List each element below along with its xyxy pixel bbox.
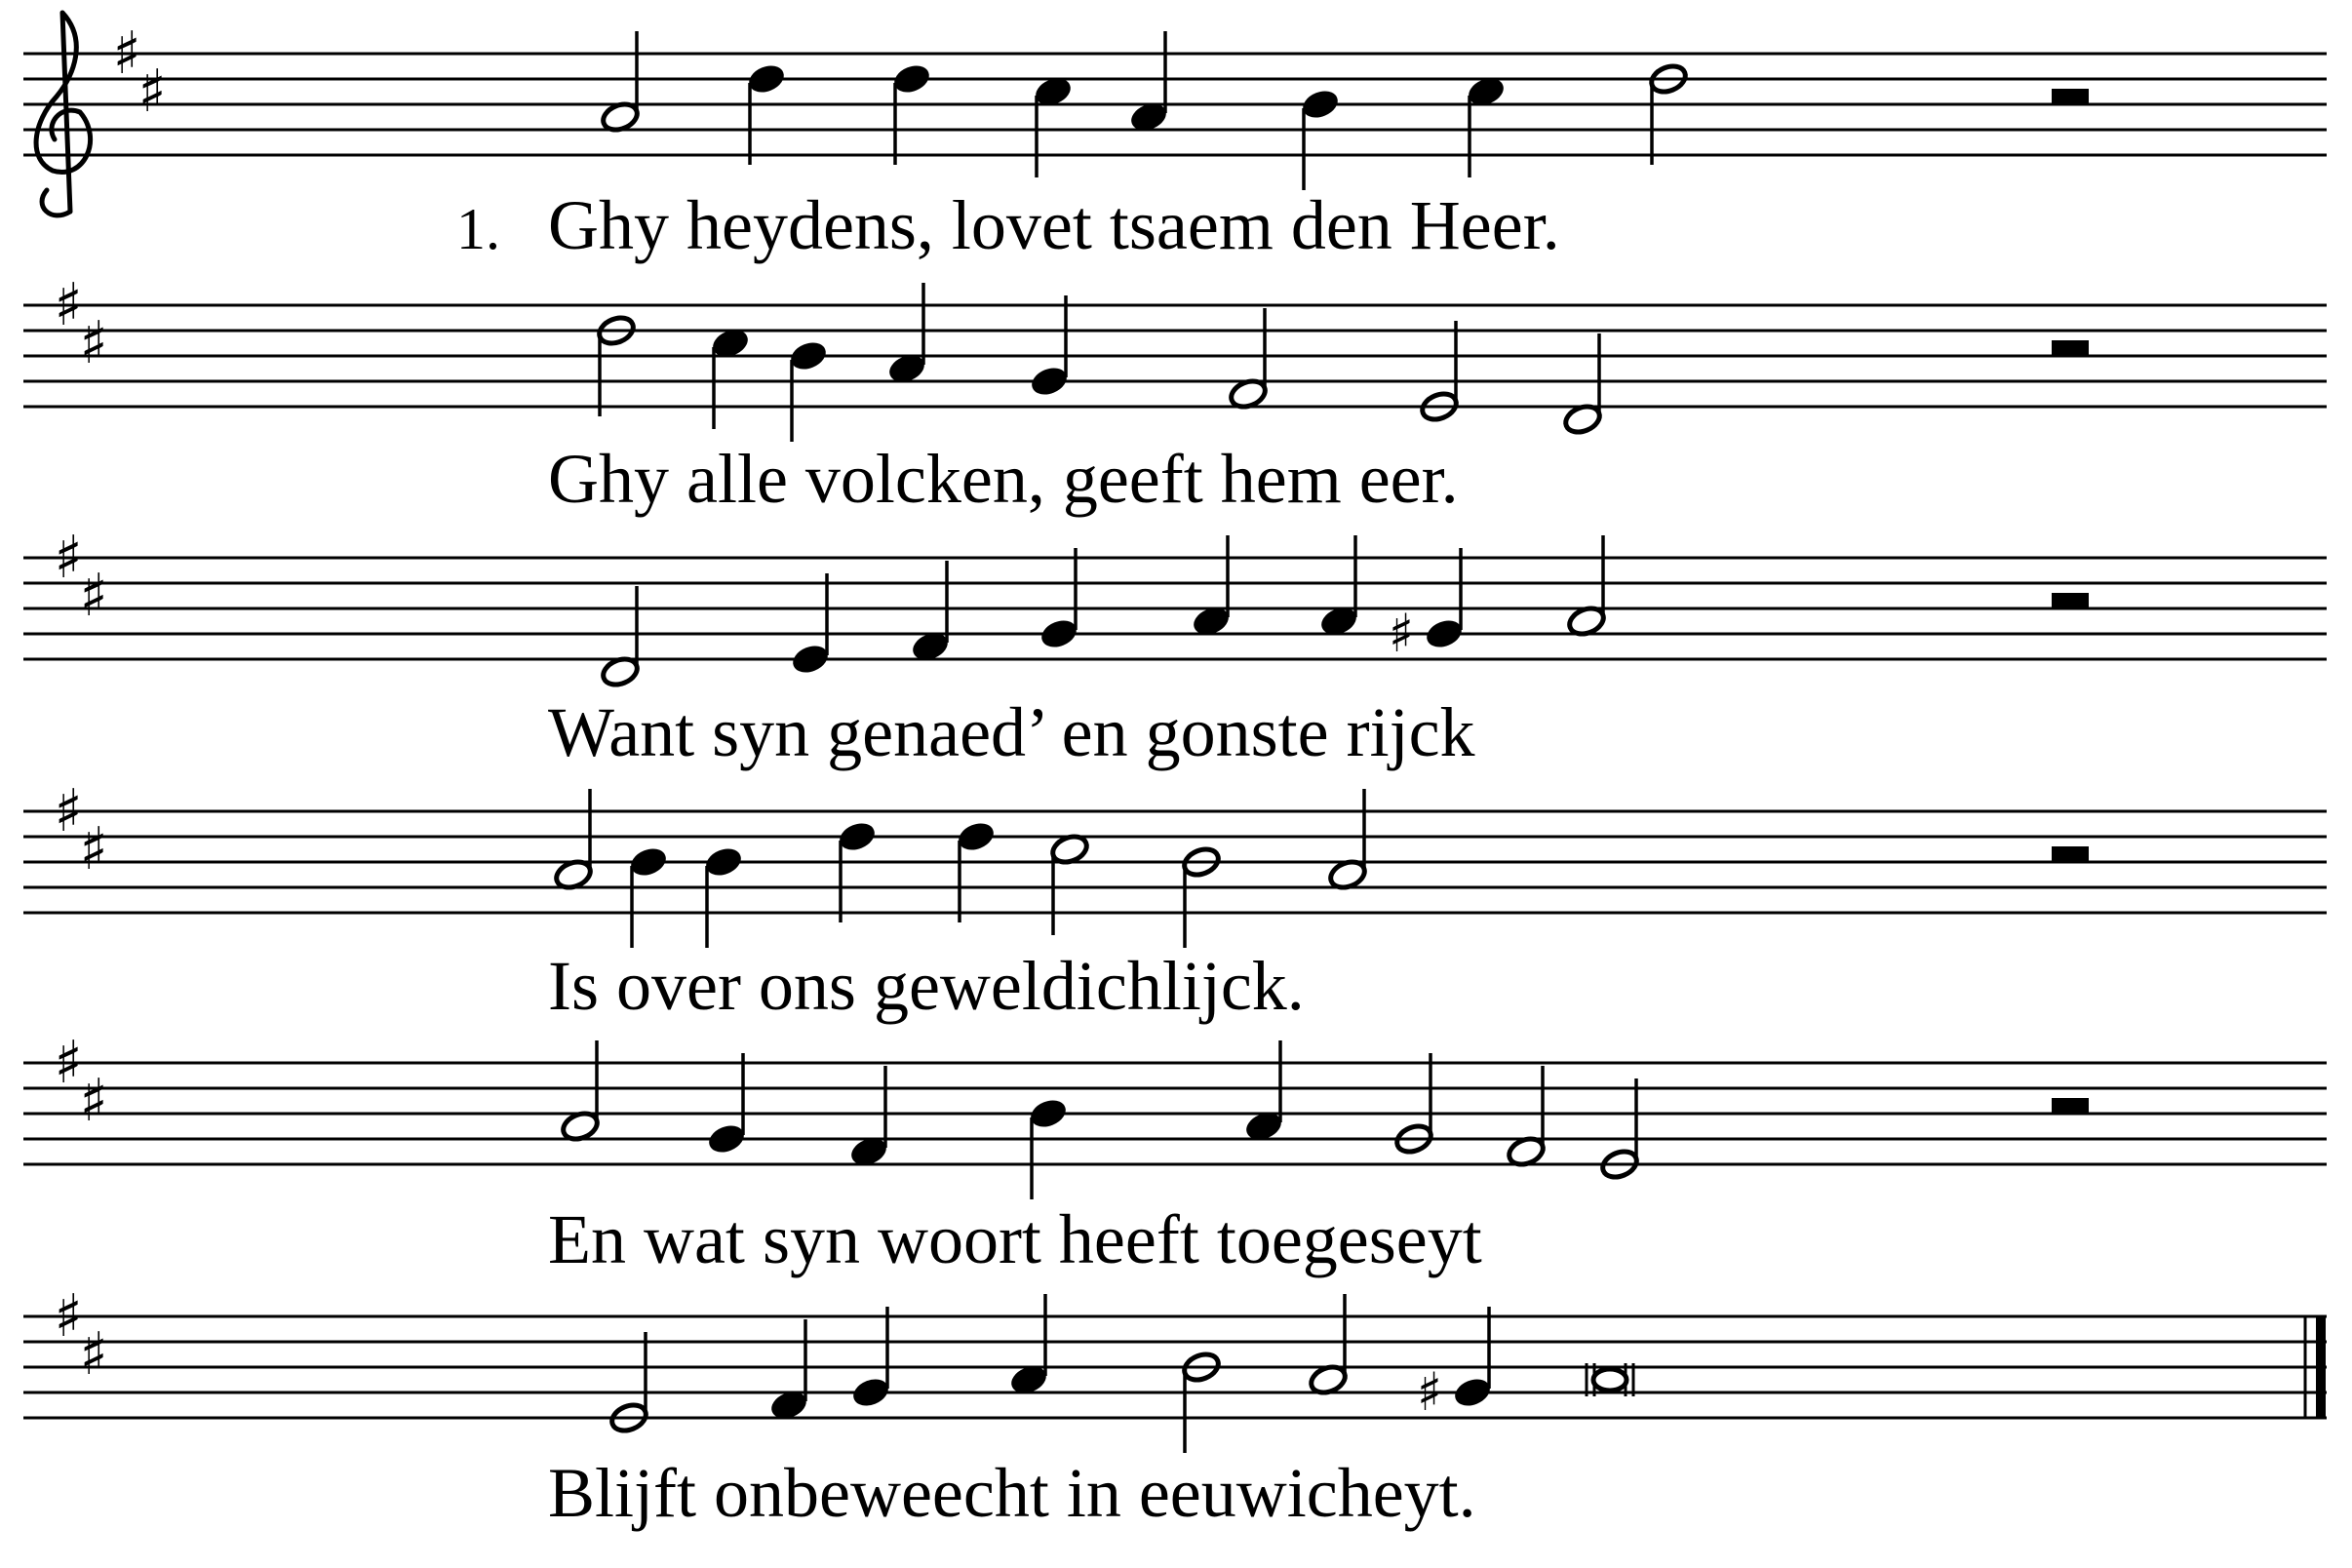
notehead [1028, 1096, 1069, 1131]
key-signature-sharp-f: ♯ [54, 1282, 83, 1351]
note-quarter [790, 573, 831, 677]
note-half [1562, 333, 1603, 437]
note-half [1049, 832, 1090, 935]
note-half [600, 586, 641, 689]
note-half [1327, 789, 1368, 892]
staff-system [23, 524, 2327, 771]
notehead [790, 642, 831, 677]
notehead [628, 844, 669, 880]
note-half [560, 1040, 601, 1144]
note-quarter [1389, 548, 1465, 664]
staff-system [23, 1029, 2327, 1278]
notehead [1039, 616, 1079, 651]
notehead [1424, 616, 1465, 651]
note-quarter [837, 819, 878, 922]
lyric-line: Ghy heydens, lovet tsaem den Heer. [548, 186, 1560, 264]
key-signature-sharp-c: ♯ [79, 1320, 108, 1389]
note-half [1181, 844, 1222, 948]
note-half [608, 1332, 649, 1435]
notehead [706, 1121, 747, 1156]
key-signature-sharp-f: ♯ [54, 1029, 83, 1097]
note-quarter [703, 844, 744, 948]
treble-clef [36, 13, 91, 216]
note-half [1566, 535, 1607, 639]
note-breve [1587, 1363, 1633, 1396]
note-quarter [1300, 87, 1341, 190]
half-rest [2052, 340, 2089, 356]
note-half [1308, 1294, 1349, 1397]
notehead [837, 819, 878, 854]
notehead [746, 61, 787, 97]
note-quarter [788, 338, 829, 442]
lyric-line: Is over ons geweldichlijck. [548, 947, 1305, 1025]
staff-system [23, 1282, 2327, 1532]
note-quarter [891, 61, 932, 165]
note-half [1506, 1066, 1547, 1169]
note-quarter [1008, 1294, 1049, 1397]
half-rest [2052, 1098, 2089, 1114]
note-half [1228, 308, 1269, 412]
note-half [1419, 321, 1460, 424]
lyric-line: Ghy alle volcken, geeft hem eer. [548, 440, 1459, 518]
note-quarter [628, 844, 669, 948]
notehead [956, 819, 997, 854]
note-quarter [1028, 1096, 1069, 1199]
notehead [1029, 364, 1070, 399]
note-quarter [956, 819, 997, 922]
staff-system [23, 271, 2327, 518]
lyric-line: Want syn genaed’ en gonste rijck [548, 693, 1475, 771]
note-quarter [1318, 535, 1359, 639]
note-quarter [710, 326, 751, 429]
note-half [553, 789, 594, 892]
note-quarter [706, 1053, 747, 1156]
notehead [891, 61, 932, 97]
note-quarter [1033, 74, 1074, 177]
key-signature-sharp-c: ♯ [79, 1067, 108, 1135]
half-rest [2052, 846, 2089, 862]
key-signature-sharp-c: ♯ [79, 815, 108, 883]
notehead [1300, 87, 1341, 122]
note-half [600, 31, 641, 135]
sharp-accidental: ♯ [1388, 603, 1415, 664]
note-quarter [1039, 548, 1079, 651]
note-quarter [1128, 31, 1169, 135]
note-quarter [910, 561, 951, 664]
note-quarter [886, 283, 927, 386]
key-signature-sharp-c: ♯ [79, 562, 108, 630]
notehead [788, 338, 829, 373]
key-signature-sharp-f: ♯ [54, 524, 83, 592]
staff-system [23, 13, 2327, 264]
note-quarter [1029, 295, 1070, 399]
lyric-line: En wat syn woort heeft toegeseyt [548, 1200, 1482, 1278]
sharp-accidental: ♯ [1416, 1361, 1443, 1423]
note-quarter [848, 1066, 889, 1169]
half-rest [2052, 593, 2089, 608]
note-quarter [768, 1319, 809, 1423]
note-quarter [850, 1307, 891, 1410]
verse-number: 1. [456, 197, 500, 261]
note-half [1599, 1078, 1640, 1182]
note-half [1393, 1053, 1434, 1156]
key-signature-sharp-f: ♯ [54, 271, 83, 339]
lyric-line: Blijft onbeweecht in eeuwicheyt. [548, 1454, 1476, 1532]
staff-system [23, 777, 2327, 1025]
key-signature-sharp-f: ♯ [112, 20, 141, 88]
note-half [1648, 61, 1689, 165]
note-half [1181, 1350, 1222, 1453]
notehead [703, 844, 744, 880]
key-signature-sharp-c: ♯ [137, 58, 167, 126]
key-signature-sharp-f: ♯ [54, 777, 83, 845]
notehead [850, 1375, 891, 1410]
notehead [1593, 1369, 1627, 1391]
note-quarter [1417, 1307, 1493, 1423]
notehead [1452, 1375, 1493, 1410]
note-half [596, 313, 637, 416]
key-signature-sharp-c: ♯ [79, 309, 108, 377]
half-rest [2052, 89, 2089, 104]
note-quarter [1191, 535, 1232, 639]
note-quarter [746, 61, 787, 165]
note-quarter [1466, 74, 1507, 177]
note-quarter [1243, 1040, 1284, 1144]
